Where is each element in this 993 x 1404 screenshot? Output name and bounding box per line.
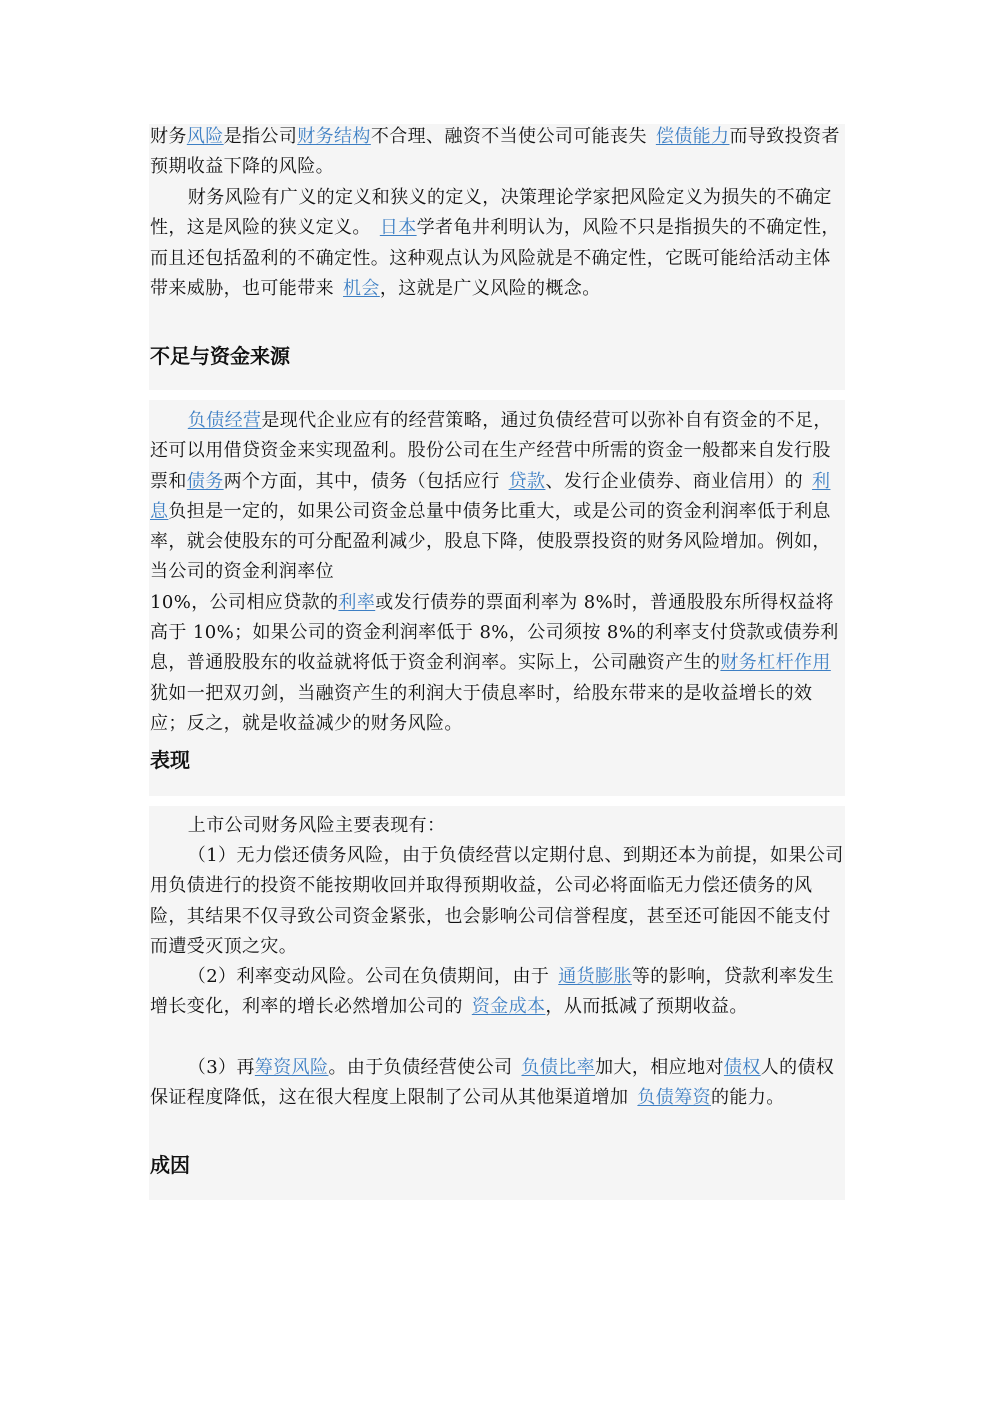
link-interest[interactable]: 利息 (150, 470, 831, 522)
link-debt[interactable]: 债务 (186, 470, 224, 492)
text-run: 10%，公司相应贷款的 (150, 591, 339, 613)
text-run: 财务风险有广义的定义和狭义的定义，决策理论学家把风险定义为损失的不确定性，这是风险的狭义定义。 (150, 187, 832, 239)
link-opportunity[interactable]: 机会 (343, 277, 380, 299)
text-run: ，这就是广义风险的概念。 (379, 277, 601, 299)
section-heading-funding: 不足与资金来源 (150, 344, 290, 368)
paragraph-item-1: （1）无力偿还债务风险，由于负债经营以定期付息、到期还本为前提，如果公司用负债进行的投资不能按期收回并取得预期收益，公司必将面临无力偿还债务的风险，其结果不仅寻致公司资金紧张，也会影响公司信誉程度，甚至还可能因不能支付而遭受灭顶之灾。 (150, 845, 844, 957)
text-run: 等的影响，贷款利率发生增长变化，利率的增长必然增加公司的 (150, 966, 835, 1018)
text-run: （3）再 (187, 1057, 255, 1078)
text-run: 犹如一把双刃剑，当融资产生的利润大于债息率时，给股东带来的是收益增长的效应；反之，就是收益减少的财务风险。 (150, 682, 813, 734)
text-run: 是现代企业应有的经营策略，通过负债经营可以弥补自有资金的不足，还可以用借贷资金来实现盈利。股份公司在生产经营中所需的资金一般都来自发行股票和 (150, 410, 832, 492)
text-run: 两个方面，其中，债务（包括应行 (223, 470, 500, 492)
section-heading-causes: 成因 (150, 1153, 190, 1177)
link-capital-cost[interactable]: 资金成本 (471, 996, 546, 1018)
link-debt-ratio[interactable]: 负债比率 (521, 1057, 596, 1078)
link-financial-leverage[interactable]: 财务杠杆作用 (720, 652, 831, 674)
link-debt-financing[interactable]: 负债筹资 (637, 1087, 712, 1109)
paragraph-debt-operation (150, 406, 848, 739)
link-inflation[interactable]: 通货膨胀 (558, 966, 632, 987)
text-run: 。由于负债经营使公司 (328, 1057, 513, 1078)
text-run: 或发行债券的票面利率为 8%时，普通股股东所得权益将高于 10%；如果公司的资金利润率低于 8%，公司须按 8%的利率支付贷款或债券利息，普通股股东的收益就将低于资金利润率。实际上，公司融资产生的 (150, 591, 839, 674)
text-run: 财务 (150, 126, 187, 147)
link-debt-operation[interactable]: 负债经营 (187, 410, 262, 431)
text-run: 负担是一定的，如果公司资金总量中债务比重大，或是公司的资金利润率低于利息率，就会使股东的可分配盈利减少，股息下降，使股票投资的财务风险增加。例如，当公司的资金利润率位 (150, 500, 831, 583)
text-run: 加大，相应地对 (595, 1057, 724, 1078)
link-refinancing-risk[interactable]: 筹资风险 (254, 1057, 329, 1078)
section-heading-manifestation: 表现 (150, 748, 190, 772)
link-financial-structure[interactable]: 财务结构 (297, 126, 371, 147)
paragraph-item-3 (150, 1053, 848, 1114)
paragraph-definition (150, 122, 848, 183)
text-run: 人的债权保证程度降低，这在很大程度上限制了公司从其他渠道增加 (150, 1057, 835, 1109)
link-solvency[interactable]: 偿债能力 (655, 126, 730, 147)
text-run: ，从而抵减了预期收益。 (545, 996, 748, 1018)
link-risk[interactable]: 风险 (186, 126, 224, 147)
link-interest-rate[interactable]: 利率 (338, 591, 376, 613)
paragraph-broad-narrow-definition (150, 183, 848, 304)
text-run: （2）利率变动风险。公司在负债期间，由于 (187, 966, 550, 987)
text-run: 学者龟井利明认为，风险不只是指损失的不确定性，而且还包括盈利的不确定性。这种观点认为风险就是不确定性，它既可能给活动主体带来威胁，也可能带来 (150, 217, 840, 299)
text-run: 而导致投资者预期收益下降的风险。 (150, 126, 840, 178)
paragraph-intro: 上市公司财务风险主要表现有： (187, 815, 446, 836)
text-run: 、发行企业债券、商业信用）的 (545, 470, 804, 492)
link-loan[interactable]: 贷款 (508, 470, 546, 492)
text-run: 不合理、融资不当使公司可能丧失 (370, 126, 647, 147)
paragraph-item-2 (150, 962, 848, 1023)
text-run: 是指公司 (223, 126, 298, 147)
link-creditor[interactable]: 债权 (723, 1057, 761, 1078)
text-run: 的能力。 (711, 1087, 785, 1109)
link-japan[interactable]: 日本 (379, 217, 417, 239)
